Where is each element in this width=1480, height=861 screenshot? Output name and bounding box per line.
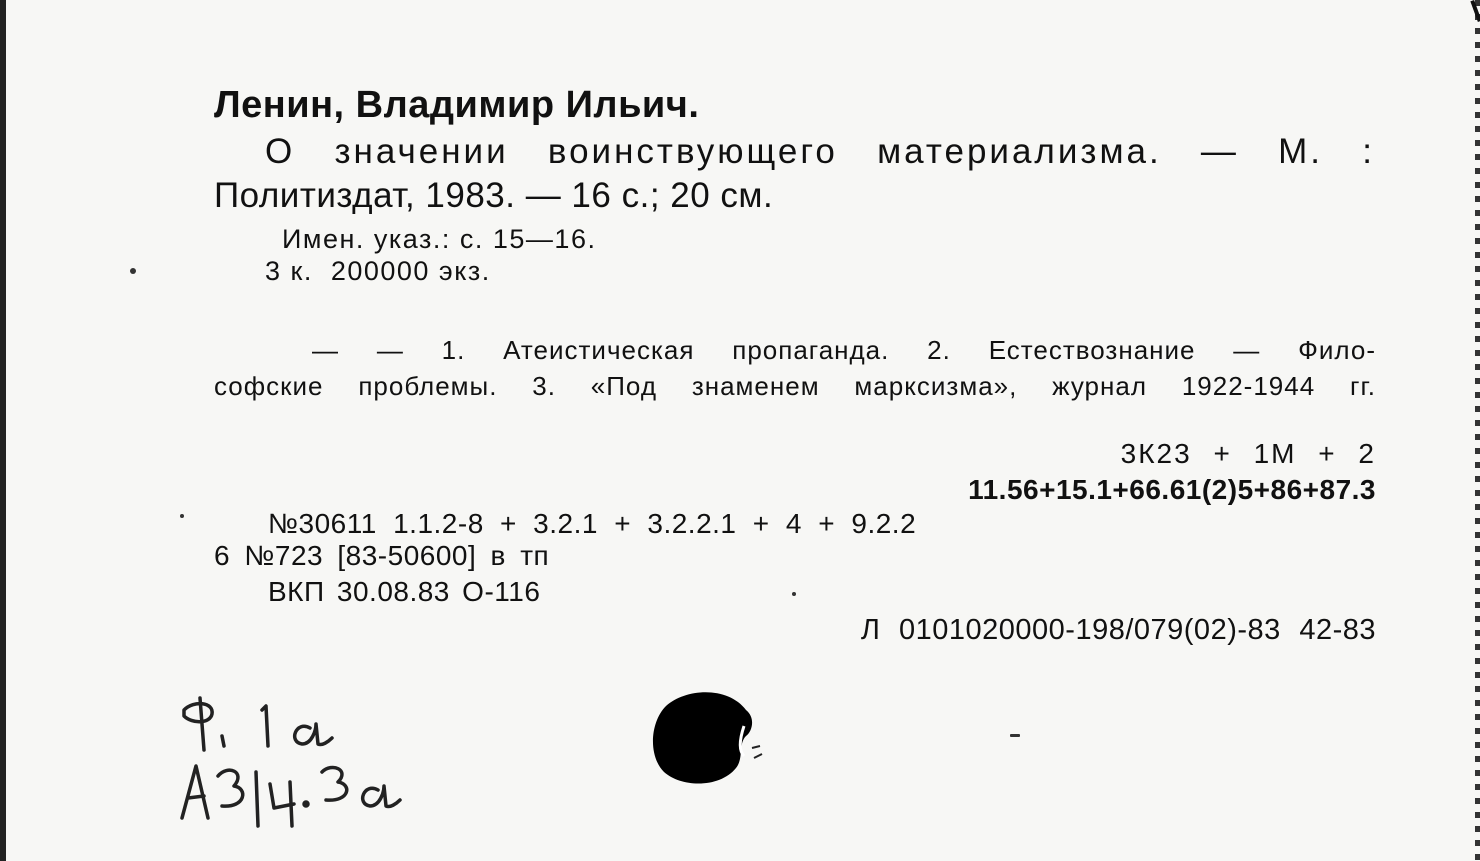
order-number: 6 №723 [83-50600] в тп <box>214 540 550 571</box>
book-title <box>265 132 1375 172</box>
card-left-edge <box>0 0 6 861</box>
title-word: материализма. <box>877 132 1162 171</box>
price-line: 3 к. 200000 экз. <box>265 256 491 286</box>
subject-line: софские проблемы. 3. «Под знаменем марксизма», журнал 1922-1944 гг. <box>214 371 1376 401</box>
handwritten-shelf-mark <box>170 690 470 830</box>
speck <box>1010 734 1020 737</box>
classification-index: 11.56+15.1+66.61(2)5+86+87.3 <box>968 474 1376 505</box>
title-word: воинствующего <box>547 132 838 171</box>
vkp-line: ВКП 30.08.83 О-116 <box>268 576 541 607</box>
speck <box>180 514 184 518</box>
author-name: Ленин, Владимир Ильич. <box>214 84 700 126</box>
title-word: : <box>1362 132 1375 171</box>
title-word: — <box>1200 132 1239 171</box>
record-number: №30611 1.1.2-8 + 3.2.1 + 3.2.2.1 + 4 + 9.2.2 <box>268 508 917 539</box>
index-note: Имен. указ.: с. 15—16. <box>282 224 597 254</box>
card-right-edge <box>1475 0 1480 861</box>
catalog-code: Л 0101020000-198/079(02)-83 42-83 <box>860 614 1376 646</box>
title-word: О <box>265 132 296 171</box>
speck <box>792 592 796 596</box>
subject-line: — — 1. Атеистическая пропаганда. 2. Естествознание — Фило- <box>312 335 1376 365</box>
publisher-line: Политиздат, 1983. — 16 с.; 20 см. <box>214 176 774 215</box>
classification-code: 3К23 + 1М + 2 <box>1120 438 1376 469</box>
title-word: М. <box>1278 132 1324 171</box>
ink-blot <box>648 688 778 798</box>
subject-headings <box>214 332 1376 404</box>
speck <box>1476 420 1479 426</box>
title-word: значении <box>334 132 509 171</box>
speck <box>130 268 136 274</box>
